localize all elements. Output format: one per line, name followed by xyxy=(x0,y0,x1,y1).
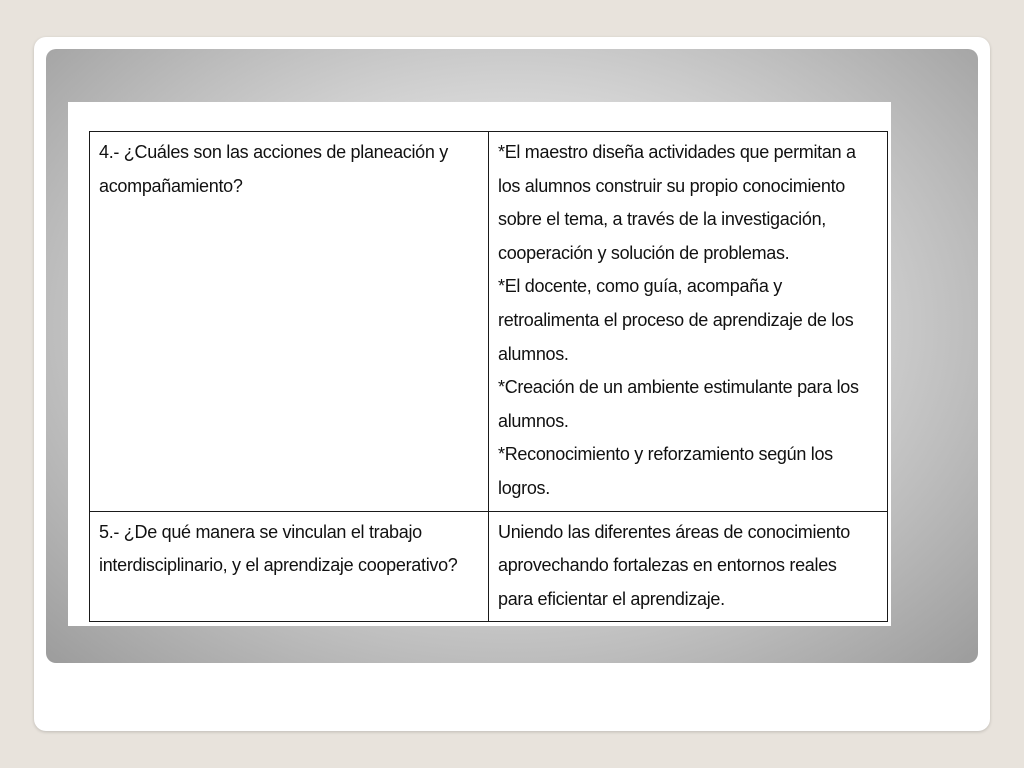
question-line: acompañamiento? xyxy=(99,175,243,196)
answer-line: alumnos. xyxy=(498,343,569,364)
answer-line: retroalimenta el proceso de aprendizaje de los xyxy=(498,309,854,330)
answer-line: cooperación y solución de problemas. xyxy=(498,242,790,263)
question-line: 4.- ¿Cuáles son las acciones de planeación y xyxy=(99,142,449,162)
answer-line: para eficientar el aprendizaje. xyxy=(498,588,725,609)
answer-cell xyxy=(489,132,888,512)
question-line: 5.- ¿De qué manera se vinculan el trabajo xyxy=(99,521,422,542)
answer-line: *El maestro diseña actividades que permitan a xyxy=(498,142,856,162)
answer-line: logros. xyxy=(498,477,550,498)
answer-line: los alumnos construir su propio conocimiento xyxy=(498,175,845,196)
document-image xyxy=(68,102,891,626)
question-cell xyxy=(90,132,489,512)
answer-cell xyxy=(489,511,888,622)
answer-line: Uniendo las diferentes áreas de conocimiento xyxy=(498,521,851,542)
picture-frame xyxy=(46,49,978,663)
answer-line: sobre el tema, a través de la investigación, xyxy=(498,209,826,230)
answer-line: alumnos. xyxy=(498,410,569,431)
answer-line: *Creación de un ambiente estimulante para los xyxy=(498,377,859,398)
question-cell xyxy=(90,511,489,622)
qa-table xyxy=(89,131,888,622)
answer-line: *Reconocimiento y reforzamiento según los xyxy=(498,444,833,465)
slide xyxy=(34,37,990,731)
question-line: interdisciplinario, y el aprendizaje cooperativo? xyxy=(99,555,458,576)
table-row xyxy=(90,132,888,512)
answer-line: aprovechando fortalezas en entornos reales xyxy=(498,555,837,576)
table-row xyxy=(90,511,888,622)
answer-line: *El docente, como guía, acompaña y xyxy=(498,276,782,297)
